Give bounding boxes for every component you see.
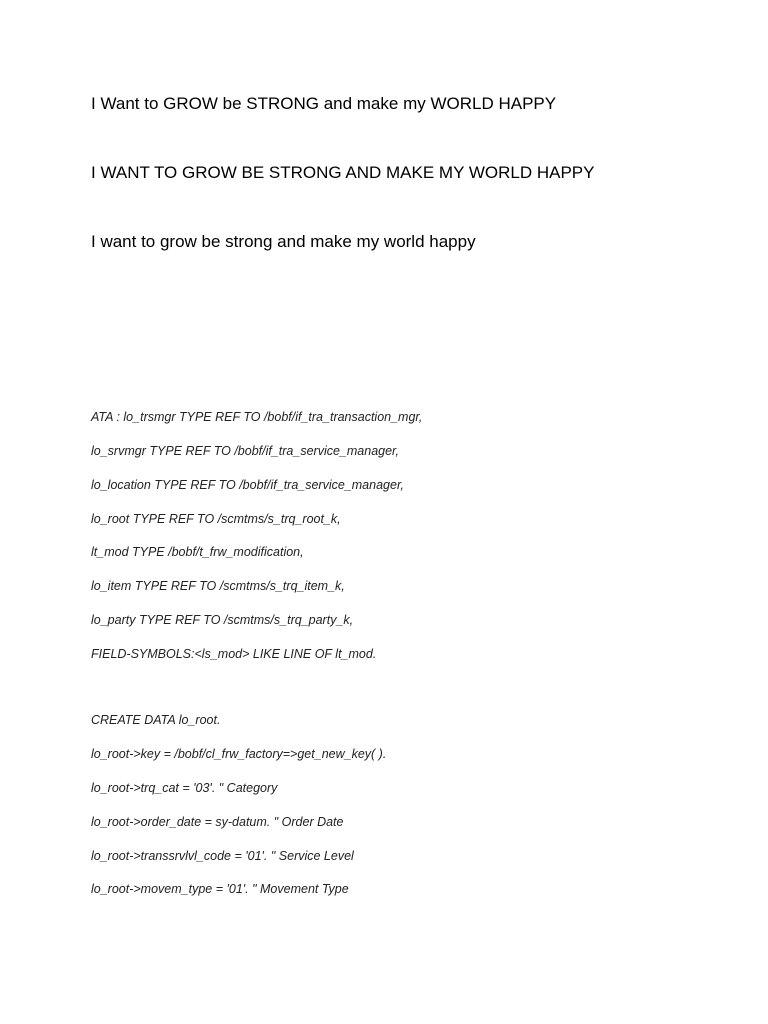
code-line: lo_srvmgr TYPE REF TO /bobf/if_tra_service_manager, <box>91 444 399 458</box>
code-line: lo_root->order_date = sy-datum. " Order Date <box>91 815 344 829</box>
code-line: lo_root->key = /bobf/cl_frw_factory=>get_new_key( ). <box>91 747 387 761</box>
heading-mixed-case: I Want to GROW be STRONG and make my WORLD HAPPY <box>91 94 557 113</box>
code-line: CREATE DATA lo_root. <box>91 713 221 727</box>
code-line: lt_mod TYPE /bobf/t_frw_modification, <box>91 545 304 559</box>
code-line: lo_root->movem_type = '01'. " Movement Type <box>91 882 349 896</box>
code-line: lo_root TYPE REF TO /scmtms/s_trq_root_k, <box>91 512 341 526</box>
code-line: ATA : lo_trsmgr TYPE REF TO /bobf/if_tra_transaction_mgr, <box>91 410 423 424</box>
heading-lower-case: I want to grow be strong and make my world happy <box>91 232 476 251</box>
code-line: lo_root->transsrvlvl_code = '01'. " Service Level <box>91 849 354 863</box>
code-line: lo_party TYPE REF TO /scmtms/s_trq_party_k, <box>91 613 354 627</box>
code-line: lo_location TYPE REF TO /bobf/if_tra_service_manager, <box>91 478 404 492</box>
code-line: lo_item TYPE REF TO /scmtms/s_trq_item_k, <box>91 579 345 593</box>
heading-upper-case: I WANT TO GROW BE STRONG AND MAKE MY WORLD HAPPY <box>91 163 595 182</box>
code-line: lo_root->trq_cat = '03'. " Category <box>91 781 278 795</box>
code-line: FIELD-SYMBOLS:<ls_mod> LIKE LINE OF lt_mod. <box>91 647 377 661</box>
